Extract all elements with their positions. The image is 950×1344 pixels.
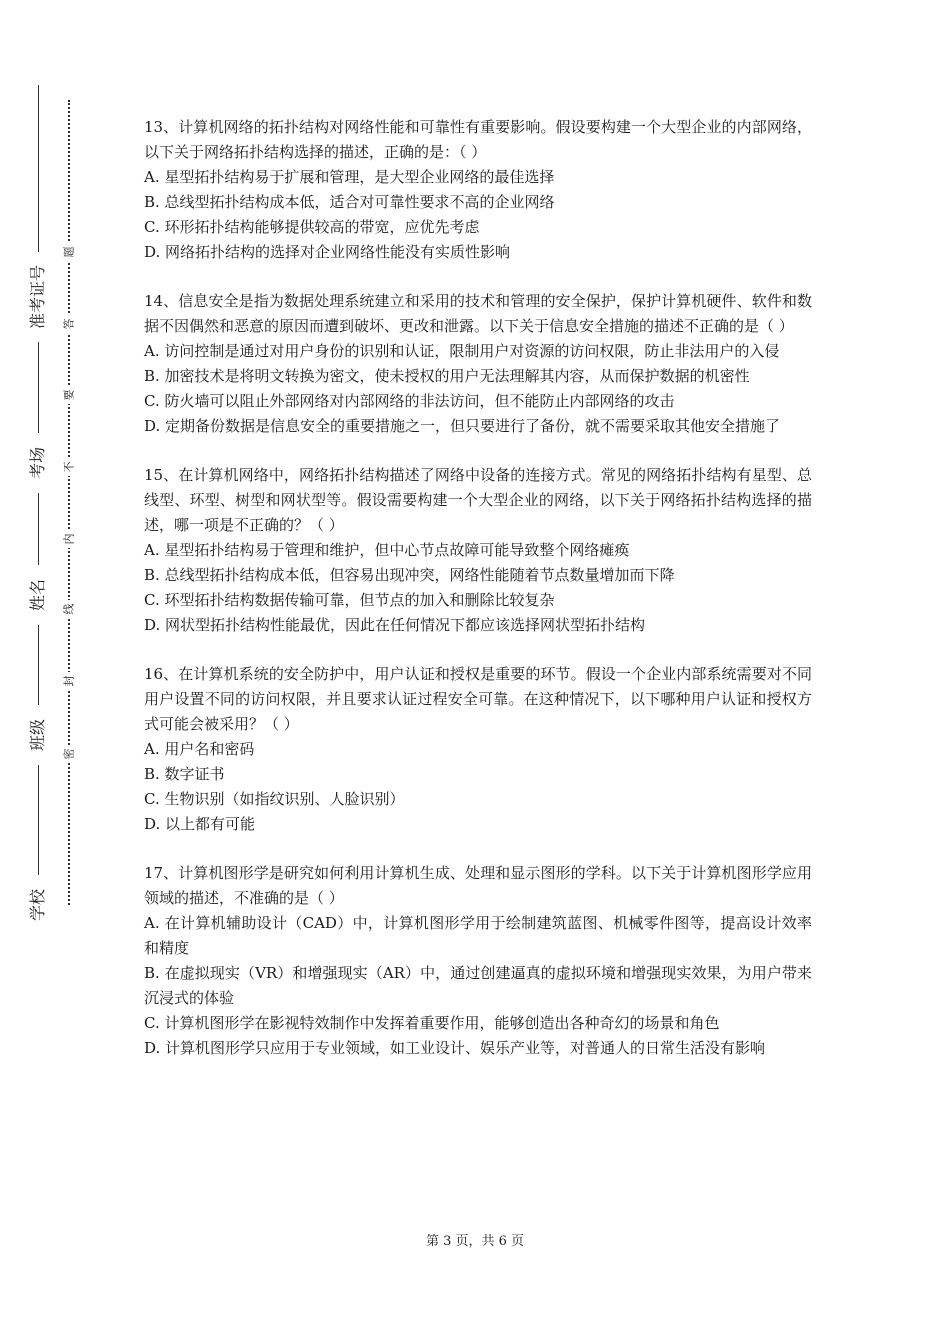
- question-stem: 15、在计算机网络中，网络拓扑结构描述了网络中设备的连接方式。常见的网络拓扑结构有星型、总线型、环型、树型和网状型等。假设需要构建一个大型企业的网络，以下关于网络拓扑结构选择的描述，哪一项是不正确的？（ ）: [144, 466, 812, 534]
- seal-char-nei: 内: [60, 530, 78, 548]
- option-d: D. 计算机图形学只应用于专业领域，如工业设计、娱乐产业等，对普通人的日常生活没有影响: [144, 1039, 766, 1057]
- seal-char-ti: 题: [60, 243, 78, 261]
- seal-char-mi: 密: [60, 745, 78, 763]
- question-15: [144, 463, 812, 638]
- question-16: [144, 662, 812, 837]
- question-stem: 16、在计算机系统的安全防护中，用户认证和授权是重要的环节。假设一个企业内部系统需要对不同用户设置不同的访问权限，并且要求认证过程安全可靠。在这种情况下，以下哪种用户认证和授权方式可能会被采用？（ ）: [144, 665, 812, 733]
- option-b: B. 加密技术是将明文转换为密文，使未授权的用户无法理解其内容，从而保护数据的机密性: [144, 367, 750, 385]
- option-a: A. 在计算机辅助设计（CAD）中，计算机图形学用于绘制建筑蓝图、机械零件图等，提高设计效率和精度: [144, 914, 812, 957]
- option-b: B. 在虚拟现实（VR）和增强现实（AR）中，通过创建逼真的虚拟环境和增强现实效果，为用户带来沉浸式的体验: [144, 964, 812, 1007]
- seal-char-da: 答: [60, 315, 78, 333]
- question-17: [144, 861, 812, 1061]
- option-a: A. 访问控制是通过对用户身份的识别和认证，限制用户对资源的访问权限，防止非法用户的入侵: [144, 342, 780, 360]
- question-list: [144, 115, 812, 1085]
- seal-char-yao: 要: [60, 386, 78, 404]
- option-d: D. 网状型拓扑结构性能最优，因此在任何情况下都应该选择网状型拓扑结构: [144, 616, 646, 634]
- seal-char-bu: 不: [60, 458, 78, 476]
- question-14: [144, 289, 812, 439]
- question-stem: 14、信息安全是指为数据处理系统建立和采用的技术和管理的安全保护，保护计算机硬件、软件和数据不因偶然和恶意的原因而遭到破坏、更改和泄露。以下关于信息安全措施的描述不正确的是（ ）: [144, 292, 812, 335]
- option-d: D. 网络拓扑结构的选择对企业网络性能没有实质性影响: [144, 243, 511, 261]
- question-stem: 13、计算机网络的拓扑结构对网络性能和可靠性有重要影响。假设要构建一个大型企业的内部网络，以下关于网络拓扑结构选择的描述，正确的是：（ ）: [144, 118, 812, 161]
- field-label-name: 姓名: [24, 565, 52, 625]
- option-d: D. 定期备份数据是信息安全的重要措施之一，但只要进行了备份，就不需要采取其他安全措施了: [144, 417, 781, 435]
- option-c: C. 生物识别（如指纹识别、人脸识别）: [144, 790, 405, 808]
- option-c: C. 环型拓扑结构数据传输可靠，但节点的加入和删除比较复杂: [144, 591, 555, 609]
- option-c: C. 防火墙可以阻止外部网络对内部网络的非法访问，但不能防止内部网络的攻击: [144, 392, 675, 410]
- binding-margin: [0, 0, 110, 1344]
- option-a: A. 星型拓扑结构易于扩展和管理，是大型企业网络的最佳选择: [144, 168, 555, 186]
- option-c: C. 计算机图形学在影视特效制作中发挥着重要作用，能够创造出各种奇幻的场景和角色: [144, 1014, 720, 1032]
- option-c: C. 环形拓扑结构能够提供较高的带宽，应优先考虑: [144, 218, 480, 236]
- question-stem: 17、计算机图形学是研究如何利用计算机生成、处理和显示图形的学科。以下关于计算机图形学应用领域的描述，不准确的是（ ）: [144, 864, 812, 907]
- option-b: B. 总线型拓扑结构成本低，适合对可靠性要求不高的企业网络: [144, 193, 555, 211]
- option-b: B. 数字证书: [144, 765, 225, 783]
- option-a: A. 用户名和密码: [144, 740, 255, 758]
- seal-char-feng: 封: [60, 672, 78, 690]
- page-footer: 第 3 页，共 6 页: [425, 1234, 525, 1249]
- seal-char-xian: 线: [60, 600, 78, 618]
- field-label-admission-number: 准考证号: [24, 252, 52, 342]
- question-13: [144, 115, 812, 265]
- field-label-exam-room: 考场: [24, 433, 52, 493]
- binding-dotted-line: [68, 100, 70, 905]
- option-d: D. 以上都有可能: [144, 815, 256, 833]
- option-b: B. 总线型拓扑结构成本低，但容易出现冲突，网络性能随着节点数量增加而下降: [144, 566, 675, 584]
- option-a: A. 星型拓扑结构易于管理和维护，但中心节点故障可能导致整个网络瘫痪: [144, 541, 630, 559]
- field-label-school: 学校: [24, 875, 52, 935]
- field-label-class: 班级: [24, 705, 52, 765]
